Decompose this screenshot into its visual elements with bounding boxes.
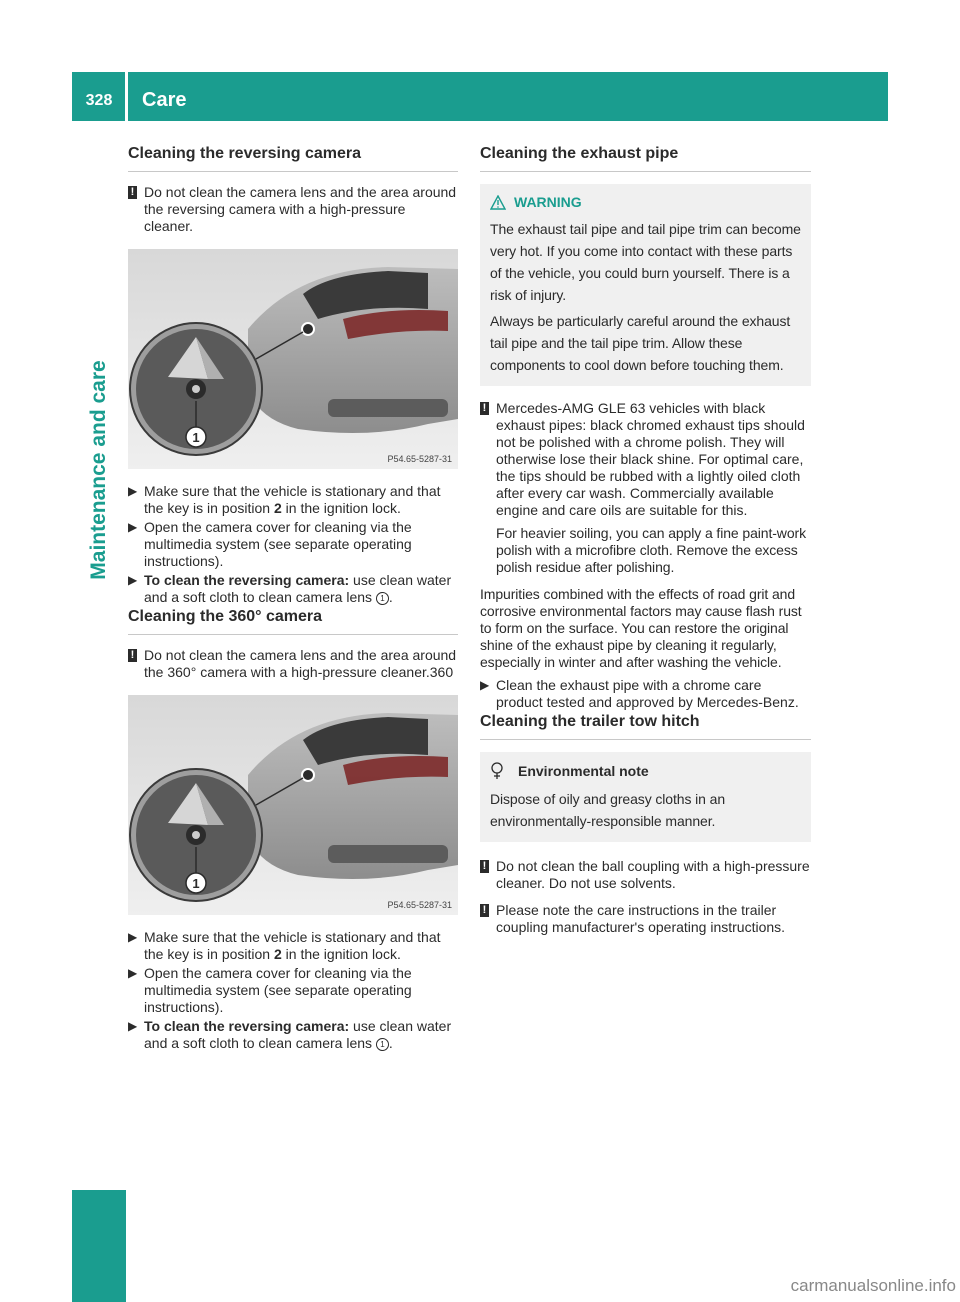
step-vehicle-stationary: ▶ Make sure that the vehicle is stationary and that the key is in position 2 in the ignition lock. bbox=[128, 483, 441, 516]
env-note-text: Dispose of oily and greasy cloths in an environmentally-responsible manner. bbox=[490, 791, 726, 829]
step-arrow-icon: ▶ bbox=[128, 573, 138, 587]
warning-title: WARNING bbox=[514, 194, 582, 210]
notice-amg-extra: For heavier soiling, you can apply a fine paint-work polish with a microfibre cloth. Remove the excess polish residue after polishing. bbox=[496, 525, 806, 575]
heading-trailer-hitch: Cleaning the trailer tow hitch bbox=[480, 713, 811, 740]
callout-number: 1 bbox=[376, 592, 389, 605]
exclamation-icon: ! bbox=[128, 186, 137, 199]
step-arrow-icon: ▶ bbox=[128, 966, 138, 980]
car-rear-camera-illustration bbox=[128, 249, 458, 469]
notice-ball-coupling: ! Do not clean the ball coupling with a high-pressure cleaner. Do not use solvents. bbox=[480, 858, 811, 892]
heading-exhaust-pipe: Cleaning the exhaust pipe bbox=[480, 145, 811, 172]
step-arrow-icon: ▶ bbox=[128, 930, 138, 944]
right-column bbox=[480, 145, 811, 946]
figure-code: P54.65-5287-31 bbox=[387, 900, 452, 910]
callout-number: 1 bbox=[376, 1038, 389, 1051]
step-arrow-icon: ▶ bbox=[128, 520, 138, 534]
step-open-camera-cover: ▶ Open the camera cover for cleaning via the multimedia system (see separate operating instructions). bbox=[128, 519, 412, 569]
notice-reversing-camera: ! Do not clean the camera lens and the area around the reversing camera with a high-pressure cleaner. bbox=[128, 184, 458, 235]
figure-callout: 1 bbox=[192, 876, 200, 891]
exclamation-icon: ! bbox=[128, 649, 137, 662]
header-bar bbox=[72, 72, 888, 121]
watermark: carmanualsonline.info bbox=[790, 1276, 956, 1295]
warning-box bbox=[480, 184, 811, 386]
figure-callout: 1 bbox=[192, 430, 200, 445]
notice-360-camera: ! Do not clean the camera lens and the area around the 360° camera with a high-pressure cleaner.360 bbox=[128, 647, 458, 681]
left-column bbox=[128, 145, 458, 1054]
figure-360-camera bbox=[128, 695, 458, 915]
warning-text-2: Always be particularly careful around the exhaust tail pipe and the tail pipe trim. Allow these components to cool down before touching them. bbox=[490, 313, 791, 373]
page-number: 328 bbox=[85, 92, 113, 109]
exclamation-icon: ! bbox=[480, 860, 489, 873]
step-arrow-icon: ▶ bbox=[128, 1019, 138, 1033]
figure-reversing-camera bbox=[128, 249, 458, 469]
exhaust-body-text: Impurities combined with the effects of road grit and corrosive environmental factors may cause flash rust to form on the surface. You can restore the original shine of the exhaust pipe by cleaning it regularly, especially in winter and after washing the vehicle. bbox=[480, 586, 802, 670]
step-open-camera-cover: ▶ Open the camera cover for cleaning via the multimedia system (see separate operating instructions). bbox=[128, 965, 412, 1015]
env-note-title: Environmental note bbox=[518, 763, 649, 779]
step-clean-camera: ▶ To clean the reversing camera: use clean water and a soft cloth to clean camera lens 1 . bbox=[128, 1018, 452, 1051]
car-rear-camera-illustration bbox=[128, 695, 458, 915]
header-divider bbox=[125, 72, 128, 121]
heading-reversing-camera: Cleaning the reversing camera bbox=[128, 145, 458, 172]
step-arrow-icon: ▶ bbox=[480, 678, 490, 692]
warning-text-1: The exhaust tail pipe and tail pipe trim can become very hot. If you come into contact with these parts of the vehicle, you could burn yourself. There is a risk of injury. bbox=[490, 221, 801, 303]
heading-360-camera: Cleaning the 360° camera bbox=[128, 608, 458, 635]
exclamation-icon: ! bbox=[480, 402, 489, 415]
figure-code: P54.65-5287-31 bbox=[387, 454, 452, 464]
notice-amg-exhaust: ! Mercedes-AMG GLE 63 vehicles with black exhaust pipes: black chromed exhaust tips should not be polished with a chrome polish. They will otherwise lose their black shine. For optimal care, the tips should be rubbed with a lightly oiled cloth after every car wash. Commercially available engine and care oils are suitable for this. bbox=[480, 400, 811, 519]
step-clean-camera: ▶ To clean the reversing camera: use clean water and a soft cloth to clean camera lens 1 . bbox=[128, 572, 452, 605]
notice-trailer-coupling: ! Please note the care instructions in the trailer coupling manufacturer's operating instructions. bbox=[480, 902, 811, 936]
warning-triangle-icon bbox=[490, 195, 506, 210]
environmental-note-box bbox=[480, 752, 811, 842]
side-section-label: Maintenance and care bbox=[87, 360, 110, 580]
step-arrow-icon: ▶ bbox=[128, 484, 138, 498]
step-clean-exhaust: ▶ Clean the exhaust pipe with a chrome care product tested and approved by Mercedes-Benz. bbox=[480, 677, 799, 710]
step-vehicle-stationary: ▶ Make sure that the vehicle is stationary and that the key is in position 2 in the ignition lock. bbox=[128, 929, 441, 962]
chapter-title: Care bbox=[142, 89, 187, 111]
exclamation-icon: ! bbox=[480, 904, 489, 917]
lightbulb-icon bbox=[490, 762, 504, 780]
side-tab-marker bbox=[72, 1190, 126, 1302]
